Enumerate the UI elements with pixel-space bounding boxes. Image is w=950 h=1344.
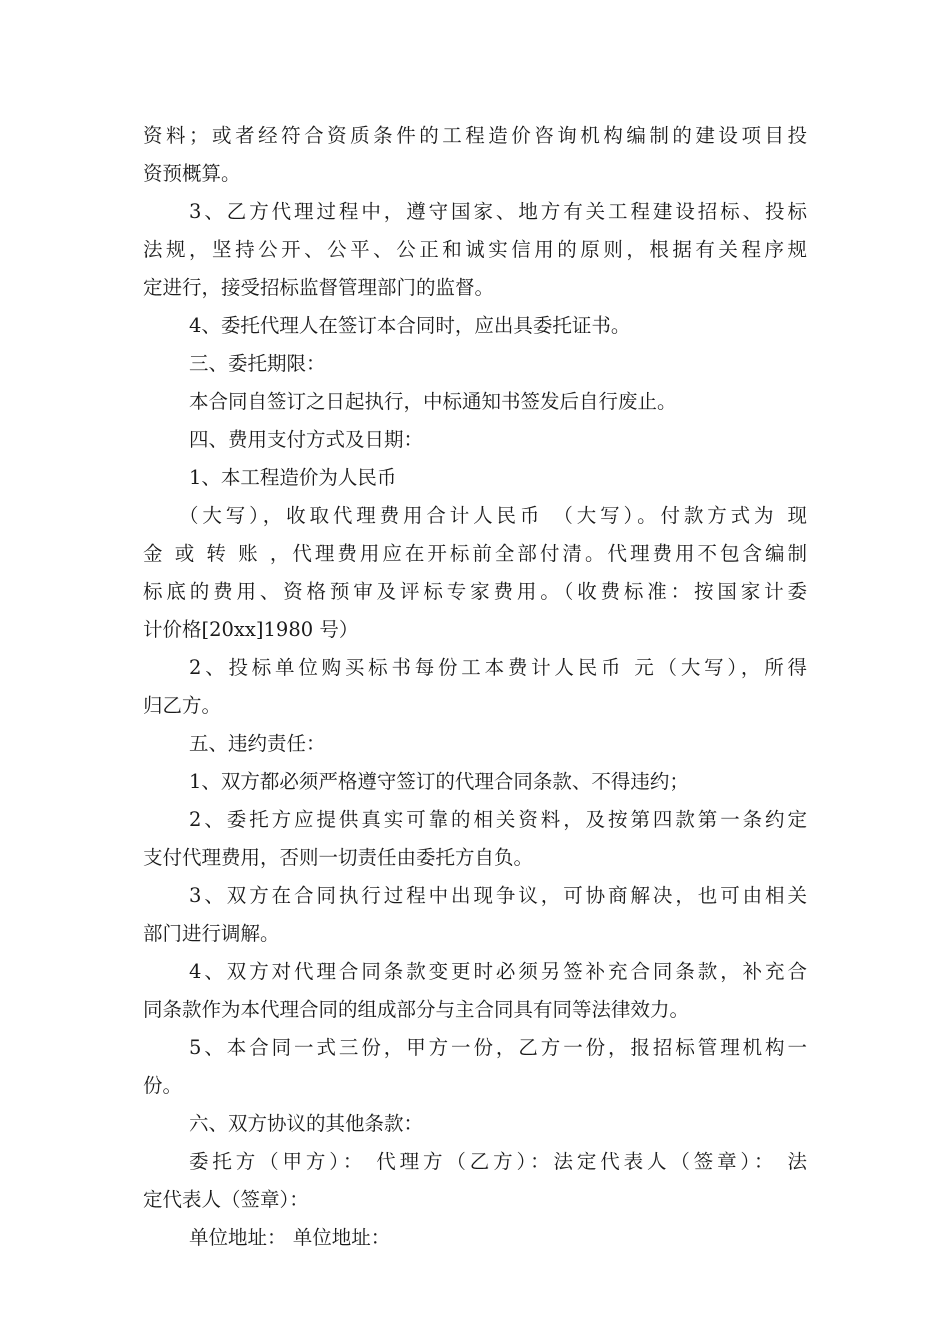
section-heading-payment: 四、费用支付方式及日期： — [189, 428, 424, 451]
text-line: 计价格[20xx]1980 号） — [143, 618, 359, 641]
text-line: 法规，坚持公开、公平、公正和诚实信用的原则，根据有关程序规 — [143, 238, 807, 261]
paragraph-term: 本合同自签订之日起执行，中标通知书签发后自行废止。 — [189, 390, 677, 413]
paragraph-clause-4: 4、委托代理人在签订本合同时，应出具委托证书。 — [189, 314, 631, 337]
document-page — [143, 117, 807, 1257]
text-line: 2、投标单位购买标书每份工本费计人民币 元（大写），所得 — [189, 656, 807, 679]
text-line: 份。 — [143, 1074, 183, 1097]
text-line: 资料；或者经符合资质条件的工程造价咨询机构编制的建设项目投 — [143, 124, 807, 147]
paragraph-bid-docs — [143, 649, 807, 725]
text-line: 金 或 转 账 ，代理费用应在开标前全部付清。代理费用不包含编制 — [143, 542, 807, 565]
text-line: 5、本合同一式三份，甲方一份，乙方一份，报招标管理机构一 — [189, 1036, 807, 1059]
paragraph-fee — [143, 497, 807, 649]
text-line: （大写），收取代理费用合计人民币 （大写）。付款方式为 现 — [179, 504, 807, 527]
text-line: 部门进行调解。 — [143, 922, 280, 945]
paragraph-liability-1: 1、双方都必须严格遵守签订的代理合同条款、不得违约； — [189, 770, 689, 793]
paragraph-clause-3 — [143, 193, 807, 307]
paragraph-signatures — [143, 1143, 807, 1219]
text-line: 支付代理费用，否则一切责任由委托方自负。 — [143, 846, 534, 869]
text-line: 同条款作为本代理合同的组成部分与主合同具有同等法律效力。 — [143, 998, 690, 1021]
section-heading-other-terms: 六、双方协议的其他条款： — [189, 1112, 424, 1135]
text-line: 标底的费用、资格预审及评标专家费用。（收费标准：按国家计委 — [143, 580, 807, 603]
section-heading-liability: 五、违约责任： — [189, 732, 326, 755]
text-line: 3、双方在合同执行过程中出现争议，可协商解决，也可由相关 — [189, 884, 807, 907]
paragraph-addresses: 单位地址： 单位地址： — [189, 1226, 391, 1249]
paragraph-liability-5 — [143, 1029, 807, 1105]
paragraph-liability-3 — [143, 877, 807, 953]
section-heading-term: 三、委托期限： — [189, 352, 326, 375]
text-line: 3、乙方代理过程中，遵守国家、地方有关工程建设招标、投标 — [189, 200, 807, 223]
paragraph-cost: 1、本工程造价为人民币 — [189, 466, 397, 489]
text-line: 资预概算。 — [143, 162, 241, 185]
text-line: 定进行，接受招标监督管理部门的监督。 — [143, 276, 495, 299]
paragraph-liability-2 — [143, 801, 807, 877]
text-line: 2、委托方应提供真实可靠的相关资料，及按第四款第一条约定 — [189, 808, 807, 831]
paragraph-materials — [143, 117, 807, 193]
paragraph-liability-4 — [143, 953, 807, 1029]
text-line: 4、双方对代理合同条款变更时必须另签补充合同条款，补充合 — [189, 960, 807, 983]
text-line: 委托方（甲方）： 代理方（乙方）：法定代表人（签章）： 法 — [189, 1150, 807, 1173]
text-line: 定代表人（签章）： — [143, 1188, 309, 1211]
text-line: 归乙方。 — [143, 694, 222, 717]
